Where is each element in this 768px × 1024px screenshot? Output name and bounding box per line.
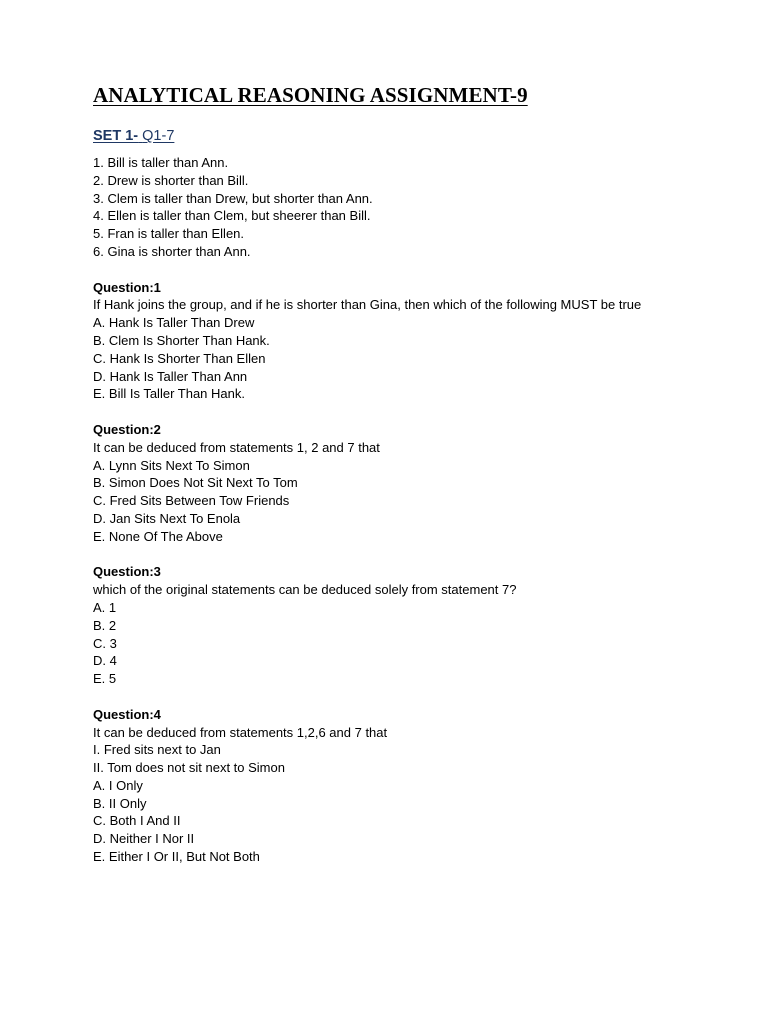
answer-option: A. 1	[93, 599, 117, 615]
set-range: Q1-7	[142, 128, 175, 144]
answer-option: D. Jan Sits Next To Enola	[93, 510, 241, 526]
question-block	[93, 279, 733, 404]
answer-option: A. I Only	[93, 777, 143, 793]
question-block	[93, 706, 733, 866]
answer-option: C. 3	[93, 635, 117, 651]
statement-line: 3. Clem is taller than Drew, but shorter than Ann.	[93, 190, 373, 206]
answer-option: B. Simon Does Not Sit Next To Tom	[93, 475, 298, 491]
answer-option: E. None Of The Above	[93, 528, 223, 544]
statement-line: 2. Drew is shorter than Bill.	[93, 172, 249, 188]
statements-list	[93, 154, 733, 261]
answer-option: B. Clem Is Shorter Than Hank.	[93, 332, 270, 348]
question-heading: Question:3	[93, 564, 161, 580]
answer-option: A. Hank Is Taller Than Drew	[93, 315, 255, 331]
statement-line: 6. Gina is shorter than Ann.	[93, 243, 251, 259]
statement-line: 5. Fran is taller than Ellen.	[93, 226, 245, 242]
answer-option: E. Bill Is Taller Than Hank.	[93, 386, 245, 402]
answer-option: C. Hank Is Shorter Than Ellen	[93, 350, 266, 366]
roman-subitem: I. Fred sits next to Jan	[93, 742, 221, 758]
answer-option: C. Fred Sits Between Tow Friends	[93, 493, 290, 509]
answer-option: E. 5	[93, 671, 117, 687]
answer-option: D. 4	[93, 653, 117, 669]
set-label: SET 1-	[93, 128, 139, 144]
document-page	[93, 80, 733, 866]
question-heading: Question:4	[93, 706, 161, 722]
answer-option: B. II Only	[93, 795, 147, 811]
statement-line: 4. Ellen is taller than Clem, but sheerer than Bill.	[93, 208, 371, 224]
question-prompt: which of the original statements can be deduced solely from statement 7?	[93, 582, 517, 598]
question-heading: Question:1	[93, 279, 161, 295]
question-prompt: It can be deduced from statements 1, 2 and 7 that	[93, 439, 380, 455]
answer-option: D. Neither I Nor II	[93, 831, 195, 847]
question-prompt: If Hank joins the group, and if he is shorter than Gina, then which of the following MUST be true	[93, 297, 642, 313]
set-heading	[93, 126, 733, 146]
statement-line: 1. Bill is taller than Ann.	[93, 155, 229, 170]
answer-option: E. Either I Or II, But Not Both	[93, 849, 260, 865]
roman-subitem: II. Tom does not sit next to Simon	[93, 760, 285, 776]
question-heading: Question:2	[93, 421, 161, 437]
answer-option: C. Both I And II	[93, 813, 181, 829]
question-block	[93, 421, 733, 546]
answer-option: B. 2	[93, 617, 117, 633]
document-title: ANALYTICAL REASONING ASSIGNMENT-9	[93, 83, 528, 107]
answer-option: A. Lynn Sits Next To Simon	[93, 457, 250, 473]
question-block	[93, 563, 733, 688]
answer-option: D. Hank Is Taller Than Ann	[93, 368, 248, 384]
question-prompt: It can be deduced from statements 1,2,6 and 7 that	[93, 724, 388, 740]
